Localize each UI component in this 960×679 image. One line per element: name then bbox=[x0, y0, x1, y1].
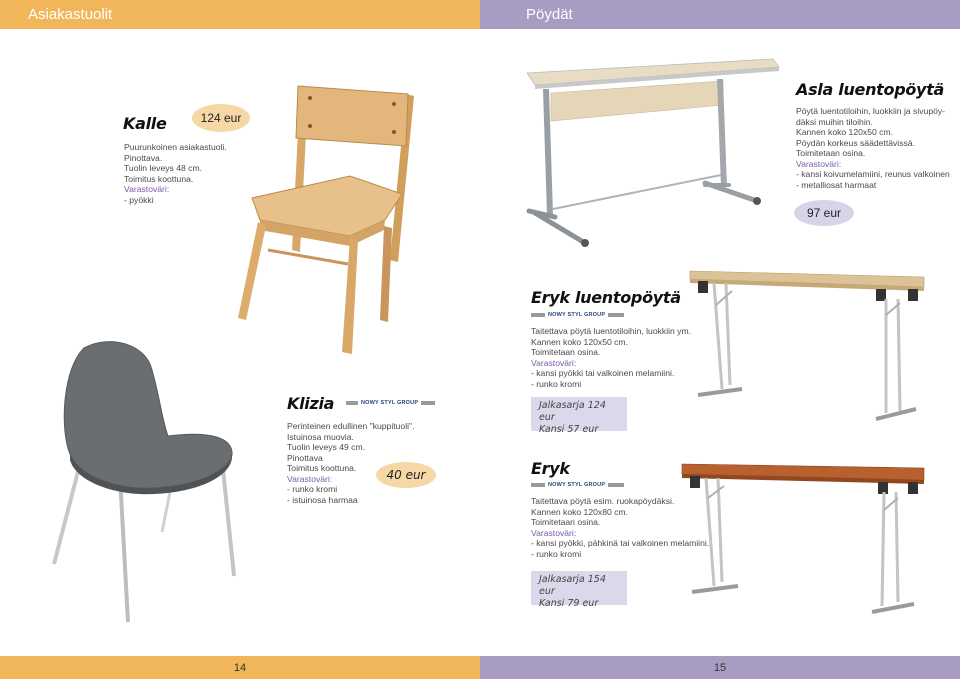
eryk-title: Eryk bbox=[531, 459, 570, 478]
eryk-color: - runko kromi bbox=[531, 548, 582, 559]
eryk-luento-price: Kansi 57 eur bbox=[539, 424, 599, 435]
wooden-chair-image bbox=[230, 80, 420, 360]
asla-line: Toimitetaan osina. bbox=[796, 148, 866, 158]
eryk-dining-table-image bbox=[678, 458, 930, 618]
kalle-line: Puurunkoinen asiakastuoli. bbox=[124, 142, 227, 152]
eryk-luento-description bbox=[531, 326, 711, 389]
nowy-styl-logo bbox=[531, 481, 624, 489]
eryk-line: Toimitetaan osina. bbox=[531, 517, 601, 527]
eryk-luento-color: - kansi pyökki tai valkoinen melamiini. bbox=[531, 368, 675, 378]
eryk-luento-colors-label: Varastoväri: bbox=[531, 357, 577, 368]
eryk-price-box bbox=[531, 571, 627, 609]
right-page-number: 15 bbox=[713, 661, 727, 674]
eryk-line: Taitettava pöytä esim. ruokapöydäksi. bbox=[531, 496, 675, 506]
right-header-title: Pöydät bbox=[526, 6, 573, 23]
brand-logo-text: NOWY STYL GROUP bbox=[548, 312, 606, 318]
asla-colors-label: Varastoväri: bbox=[796, 158, 842, 169]
eryk-luento-price-box bbox=[531, 397, 627, 435]
left-page-header bbox=[0, 0, 480, 29]
nowy-styl-logo bbox=[531, 311, 624, 319]
eryk-luento-line: Kannen koko 120x50 cm. bbox=[531, 336, 628, 347]
eryk-lecture-table-image bbox=[686, 265, 931, 425]
klizia-line: Perinteinen edullinen "kuppituoli". bbox=[287, 421, 415, 431]
kalle-line: Pinottava. bbox=[124, 152, 163, 163]
eryk-luento-line: Taitettava pöytä luentotiloihin, luokkiin ym. bbox=[531, 326, 692, 336]
eryk-luento-price: Jalkasarja 124 eur bbox=[539, 400, 606, 423]
kalle-line: Toimitus koottuna. bbox=[124, 173, 194, 184]
kalle-title: Kalle bbox=[123, 114, 167, 133]
asla-price-badge bbox=[794, 200, 854, 226]
asla-title: Asla luentopöytä bbox=[796, 80, 945, 99]
asla-line: däksi muihin tiloihin. bbox=[796, 116, 873, 127]
asla-price: 97 eur bbox=[806, 206, 842, 220]
asla-description bbox=[796, 106, 956, 190]
left-page-footer bbox=[0, 656, 480, 679]
kalle-line: Tuolin leveys 48 cm. bbox=[124, 163, 203, 173]
eryk-luento-title: Eryk luentopöytä bbox=[531, 288, 681, 307]
klizia-line: Pinottava bbox=[287, 452, 323, 463]
eryk-line: Kannen koko 120x80 cm. bbox=[531, 506, 628, 517]
asla-color: - metalliosat harmaat bbox=[796, 179, 877, 190]
brand-logo-text: NOWY STYL GROUP bbox=[548, 482, 606, 488]
right-page-footer bbox=[480, 656, 960, 679]
klizia-title: Klizia bbox=[287, 394, 335, 413]
left-header-title: Asiakastuolit bbox=[28, 6, 113, 23]
eryk-color: - kansi pyökki, pähkinä tai valkoinen melamiini. bbox=[531, 538, 710, 548]
kalle-description bbox=[124, 142, 244, 205]
eryk-price: Jalkasarja 154 eur bbox=[539, 574, 606, 597]
asla-color: - kansi koivumelamiini, reunus valkoinen bbox=[796, 169, 950, 179]
asla-line: Kannen koko 120x50 cm. bbox=[796, 127, 893, 137]
eryk-colors-label: Varastoväri: bbox=[531, 527, 577, 538]
klizia-colors-label: Varastoväri: bbox=[287, 473, 333, 484]
klizia-price-badge bbox=[376, 462, 436, 488]
asla-line: Pöydän korkeus säädettävissä. bbox=[796, 137, 915, 148]
klizia-line: Istuinosa muovia. bbox=[287, 431, 354, 442]
eryk-luento-color: - runko kromi bbox=[531, 378, 582, 389]
klizia-line: Tuolin leveys 49 cm. bbox=[287, 442, 366, 452]
klizia-line: Toimitus koottuna. bbox=[287, 463, 357, 473]
eryk-luento-line: Toimitetaan osina. bbox=[531, 347, 601, 357]
klizia-price: 40 eur bbox=[386, 468, 426, 482]
brand-logo-text: NOWY STYL GROUP bbox=[361, 400, 419, 406]
kalle-colors-label: Varastoväri: bbox=[124, 184, 170, 194]
asla-line: Pöytä luentotiloihin, luokkiin ja sivupöy- bbox=[796, 106, 946, 116]
nowy-styl-logo bbox=[346, 399, 435, 407]
left-page-number: 14 bbox=[233, 661, 247, 674]
klizia-color: - istuinosa harmaa bbox=[287, 494, 358, 505]
asla-desk-image bbox=[525, 55, 785, 255]
grey-shell-chair-image bbox=[50, 340, 250, 630]
right-page-header bbox=[480, 0, 960, 29]
eryk-price: Kansi 79 eur bbox=[539, 598, 599, 609]
klizia-color: - runko kromi bbox=[287, 484, 338, 494]
kalle-price: 124 eur bbox=[200, 111, 242, 125]
kalle-color: - pyökki bbox=[124, 194, 154, 205]
